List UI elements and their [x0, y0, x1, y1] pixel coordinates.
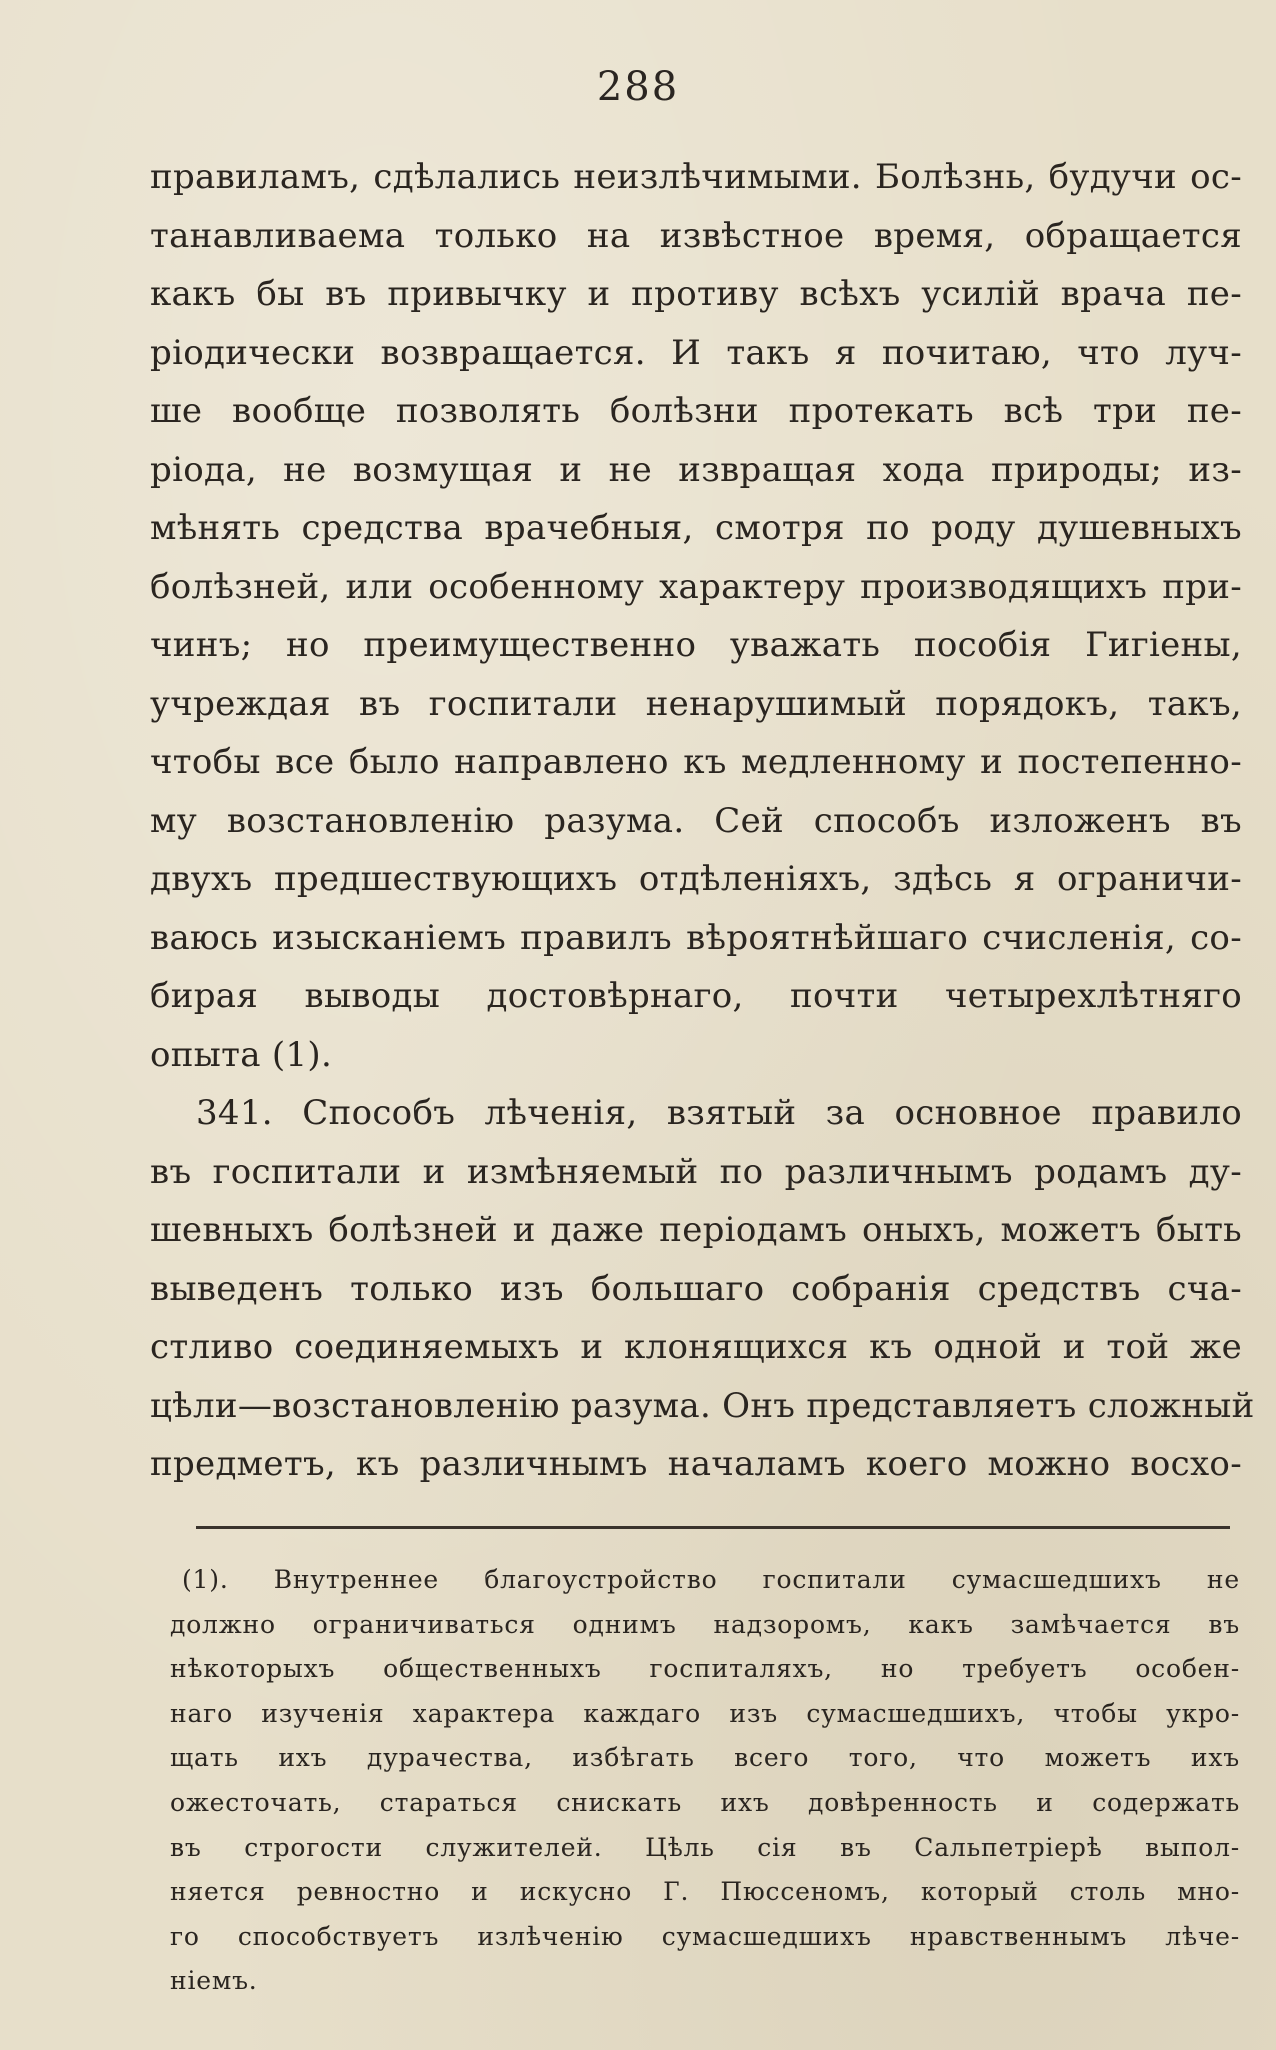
text-line: шевныхъ болѣзней и даже періодамъ оныхъ, можетъ быть: [150, 1210, 1242, 1250]
page-number: 288: [596, 64, 680, 110]
footnote-line: наго изученія характера каждаго изъ сумасшедшихъ, чтобы укро-: [170, 1698, 1240, 1728]
text-line: ріодически возвращается. И такъ я почитаю, что луч-: [150, 332, 1242, 373]
text-line: чтобы все было направлено къ медленному и постепенно-: [150, 742, 1242, 782]
text-line: чинъ; но преимущественно уважать пособія Гигіены,: [150, 625, 1242, 665]
text-line: опыта (1).: [150, 1034, 333, 1075]
footnote-line: нѣкоторыхъ общественныхъ госпиталяхъ, но требуетъ особен-: [170, 1654, 1240, 1684]
text-line: какъ бы въ привычку и противу всѣхъ усилій врача пе-: [150, 274, 1242, 314]
footnote-line: няется ревностно и искусно Г. Пюссеномъ, который столь мно-: [170, 1877, 1240, 1907]
text-line: му возстановленію разума. Сей способъ изложенъ въ: [150, 800, 1242, 841]
text-line: учреждая въ госпитали ненарушимый порядокъ, такъ,: [150, 683, 1242, 724]
footnote-line: должно ограничиваться однимъ надзоромъ, какъ замѣчается въ: [170, 1609, 1240, 1639]
footnote-line: въ строгости служителей. Цѣль сія въ Сальпетріерѣ выпол-: [170, 1832, 1240, 1862]
paragraph-start-line: 341. Способъ лѣченія, взятый за основное правило: [196, 1093, 1242, 1133]
text-line: танавливаема только на извѣстное время, обращается: [150, 215, 1242, 256]
text-line: болѣзней, или особенному характеру производящихъ при-: [150, 566, 1242, 607]
footnote-line: го способствуетъ излѣченію сумасшедшихъ нравственнымъ лѣче-: [170, 1921, 1240, 1951]
text-line: стливо соединяемыхъ и клонящихся къ одной и той же: [150, 1327, 1242, 1367]
footnote-line: ніемъ.: [170, 1966, 258, 1996]
text-line: ріода, не возмущая и не извращая хода природы; из-: [150, 449, 1242, 490]
footnote-line: щать ихъ дурачества, избѣгать всего того, что можетъ ихъ: [170, 1743, 1240, 1773]
text-line: мѣнять средства врачебныя, смотря по роду душевныхъ: [150, 508, 1242, 548]
footnote-divider: [196, 1526, 1230, 1529]
text-line: ше вообще позволять болѣзни протекать всѣ три пе-: [150, 391, 1242, 431]
text-line: въ госпитали и измѣняемый по различнымъ родамъ ду-: [150, 1151, 1242, 1192]
main-text: [150, 148, 1255, 1494]
footnote-line: ожесточать, стараться снискать ихъ довѣренность и содержать: [170, 1787, 1240, 1817]
text-line: ваюсь изысканіемъ правилъ вѣроятнѣйшаго счисленія, со-: [150, 917, 1242, 958]
text-line: правиламъ, сдѣлались неизлѣчимыми. Болѣзнь, будучи ос-: [150, 157, 1242, 197]
text-line: цѣли—возстановленію разума. Онъ представляетъ сложный: [150, 1385, 1255, 1426]
footnote-line: (1). Внутреннее благоустройство госпитали сумасшедшихъ не: [182, 1565, 1240, 1594]
text-line: бирая выводы достовѣрнаго, почти четырехлѣтняго: [150, 976, 1242, 1016]
text-line: предметъ, къ различнымъ началамъ коего можно восхо-: [150, 1444, 1242, 1484]
text-line: выведенъ только изъ большаго собранія средствъ сча-: [150, 1268, 1242, 1309]
text-line: двухъ предшествующихъ отдѣленіяхъ, здѣсь я ограничи-: [150, 859, 1242, 899]
footnote: [170, 1558, 1240, 2004]
